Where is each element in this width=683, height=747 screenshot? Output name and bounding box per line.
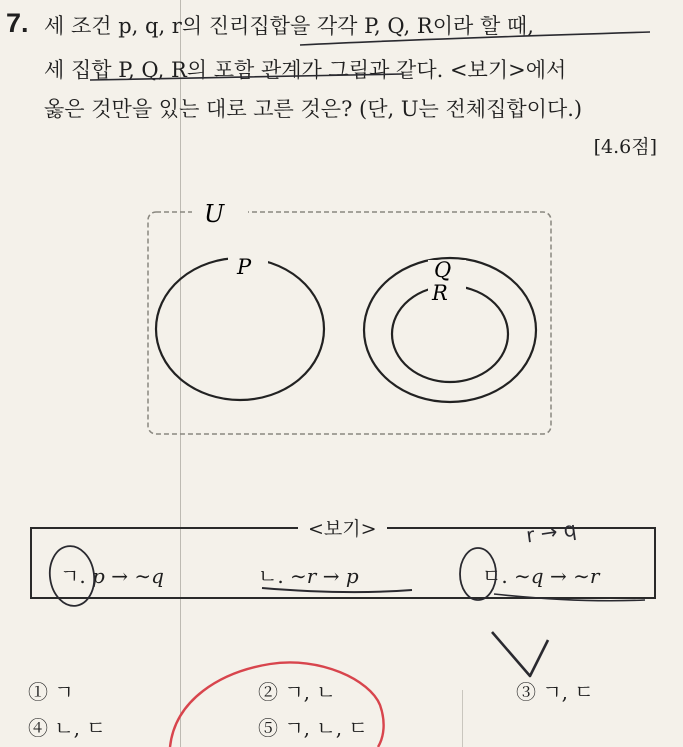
circle-mark-item-1	[46, 543, 98, 609]
bogi-item-1-marker: ㄱ.	[60, 564, 86, 588]
checkmark-choice-3	[492, 632, 548, 676]
choice-1-number: ①	[28, 680, 48, 704]
set-q-label: Q	[434, 258, 452, 282]
bogi-title: <보기>	[298, 514, 387, 541]
choice-4[interactable]	[28, 712, 106, 741]
choice-3[interactable]	[516, 676, 594, 705]
underline-item-3	[494, 594, 645, 601]
choice-1[interactable]	[28, 676, 74, 705]
choice-4-text: ㄴ, ㄷ	[54, 716, 106, 740]
question-line-1: 세 조건 p, q, r의 진리집합을 각각 P, Q, R이라 할 때,	[44, 14, 534, 38]
bogi-item-2-marker: ㄴ.	[258, 564, 284, 588]
underline-item-2	[262, 588, 412, 592]
choice-4-number: ④	[28, 716, 48, 740]
choice-5-text: ㄱ, ㄴ, ㄷ	[284, 716, 368, 740]
question-line-2: 세 집합 P, Q, R의 포함 관계가 그림과 같다. <보기>에서	[44, 58, 567, 82]
set-r-label: R	[432, 281, 448, 305]
bogi-item-2-text: ∼r → p	[290, 564, 359, 588]
set-p-label: P	[237, 255, 252, 279]
question-number: 7.	[6, 8, 29, 38]
bogi-item-3-marker: ㄷ.	[482, 564, 508, 588]
choice-5[interactable]	[258, 712, 368, 741]
handwritten-note: r → q	[524, 516, 578, 548]
choice-2-number: ②	[258, 680, 278, 704]
circle-mark-item-3	[460, 548, 496, 600]
universal-label: U	[204, 200, 225, 228]
choice-1-text: ㄱ	[54, 680, 74, 704]
choice-3-number: ③	[516, 680, 536, 704]
question-points: [4.6점]	[593, 136, 657, 158]
choice-2-text: ㄱ, ㄴ	[284, 680, 336, 704]
choice-3-text: ㄱ, ㄷ	[542, 680, 594, 704]
choice-2[interactable]	[258, 676, 336, 705]
bogi-item-1-text: p → ∼q	[92, 564, 164, 588]
question-line-3: 옳은 것만을 있는 대로 고른 것은? (단, U는 전체집합이다.)	[44, 97, 583, 121]
choice-5-number: ⑤	[258, 716, 278, 740]
bogi-item-3-text: ∼q → ∼r	[514, 564, 600, 588]
